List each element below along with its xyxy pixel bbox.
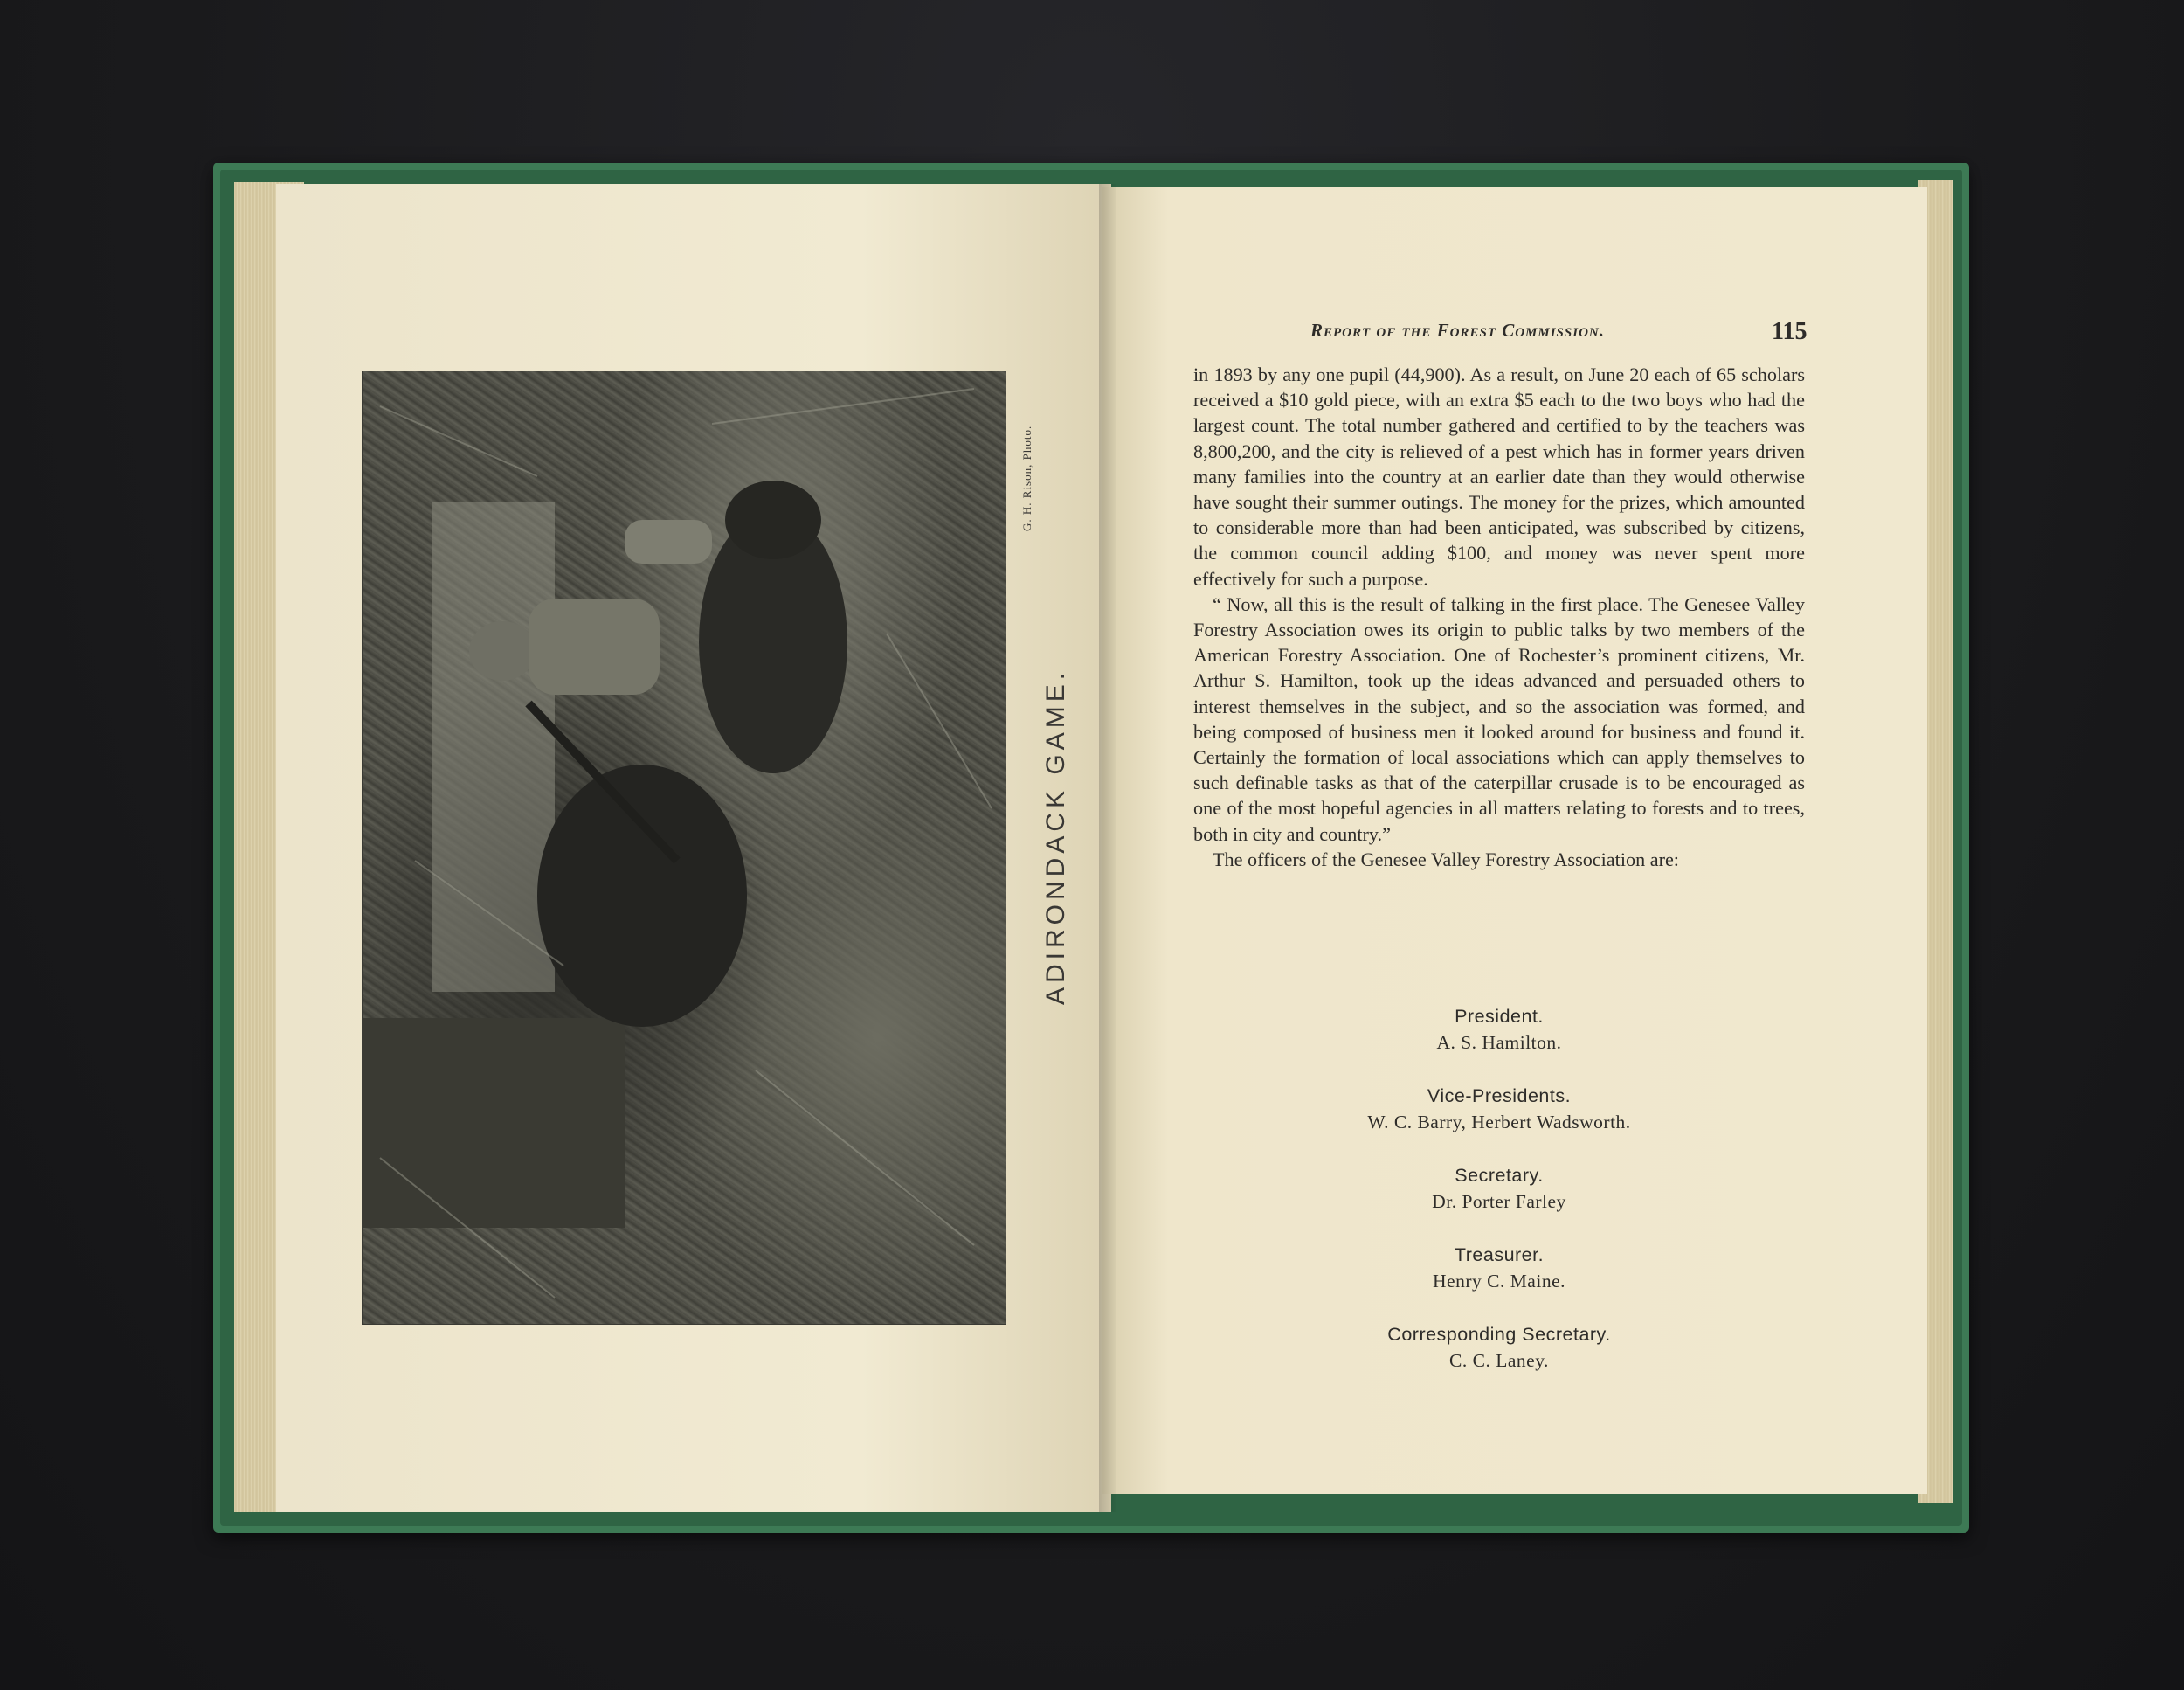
officer-title: Vice-Presidents. bbox=[1427, 1085, 1572, 1106]
hunter-leg bbox=[625, 520, 712, 564]
officer-names: W. C. Barry, Herbert Wadsworth. bbox=[1367, 1112, 1631, 1132]
running-head: Report of the Forest Commission. bbox=[1310, 320, 1605, 341]
paragraph: “ Now, all this is the result of talking in the first place. The Genesee Valley Forestry Association owes its origin to public talks by two members of the American Forestry Association. One of Rochester’s prominent citizens, Mr. Arthur S. Hamilton, took up the ideas advanced and persuaded others to interest themselves in the subject, and so the association was formed, and being composed of business men it looked around for business and found it. Certainly the formation of local associations which can apply themselves to such definable tasks as that of the caterpillar crusade is to be encouraged as one of the most hopeful agencies in all matters relating to forests and to trees, both in city and country.” bbox=[1193, 592, 1805, 845]
photo-credit: G. H. Rison, Photo. bbox=[1020, 425, 1033, 531]
page-number: 115 bbox=[1772, 318, 1807, 345]
officer-names: Henry C. Maine. bbox=[1433, 1271, 1565, 1292]
officers-list bbox=[1193, 1003, 1805, 1401]
bear-shadow bbox=[537, 765, 747, 1027]
hunter-torso bbox=[529, 599, 660, 695]
officer-entry bbox=[1193, 1321, 1805, 1374]
paragraph: in 1893 by any one pupil (44,900). As a result, on June 20 each of 65 scholars received a $10 gold piece, with an extra $5 each to the two boys who had the largest count. The total number gathered and certified to by the teachers was 8,800,200, and the city is relieved of a pest which has in former years driven many families into the country at an earlier date than they would otherwise have sought their summer outings. The money for the prizes, which amounted to considerable more than had been anticipated, was subscribed by citizens, the common council adding $100, and money was never spent more effectively for such a purpose. bbox=[1193, 364, 1805, 590]
officer-entry bbox=[1193, 1003, 1805, 1056]
plate-caption: ADIRONDACK GAME. bbox=[1041, 668, 1070, 1005]
officer-title: Corresponding Secretary. bbox=[1387, 1324, 1611, 1345]
officer-entry bbox=[1193, 1162, 1805, 1215]
tree-trunk bbox=[363, 1018, 625, 1228]
officer-title: Treasurer. bbox=[1454, 1244, 1545, 1265]
hunter-head bbox=[469, 621, 536, 681]
birch-trunk bbox=[432, 502, 555, 992]
photo-illustration bbox=[363, 371, 1006, 1324]
photograph-hunter-with-bear bbox=[362, 371, 1006, 1325]
bear-head bbox=[725, 481, 821, 559]
book-gutter bbox=[1099, 184, 1116, 1512]
paragraph: The officers of the Genesee Valley Forestry Association are: bbox=[1213, 848, 1679, 870]
officer-title: President. bbox=[1455, 1006, 1544, 1027]
officer-names: C. C. Laney. bbox=[1449, 1350, 1549, 1371]
page-header bbox=[1310, 318, 1810, 345]
officer-entry bbox=[1193, 1242, 1805, 1294]
officer-names: A. S. Hamilton. bbox=[1436, 1032, 1562, 1053]
officer-entry bbox=[1193, 1083, 1805, 1135]
body-text bbox=[1193, 362, 1805, 872]
officer-title: Secretary. bbox=[1455, 1165, 1544, 1186]
officer-names: Dr. Porter Farley bbox=[1432, 1191, 1566, 1212]
